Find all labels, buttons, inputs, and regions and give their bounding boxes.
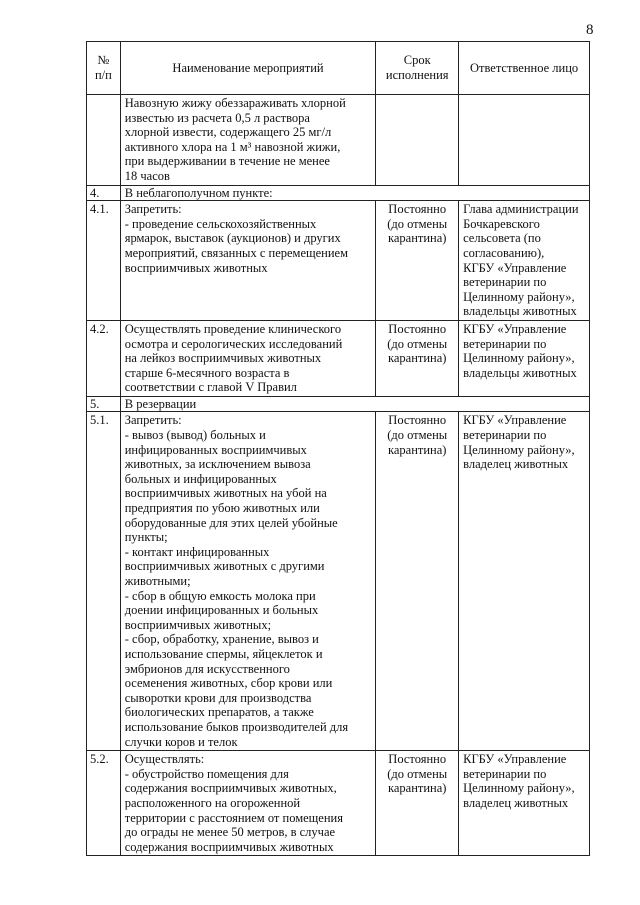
- header-term: [376, 42, 459, 95]
- responsible-person: [459, 201, 590, 321]
- measure-description: [120, 751, 376, 856]
- header-num-line: №: [97, 53, 110, 68]
- measure-description-line: больных и инфицированных: [124, 471, 277, 486]
- execution-term: [376, 751, 459, 856]
- measure-description-line: пункты;: [124, 530, 168, 545]
- measure-description-line: хлорной извести, содержащего 25 мг/л: [124, 125, 332, 140]
- execution-term: [376, 95, 459, 186]
- responsible-person-line: сельсовета (по: [463, 231, 541, 246]
- measure-description-line: соответствии с главой V Правил: [124, 380, 297, 395]
- section-row: [87, 396, 590, 412]
- section-number: 4.: [87, 185, 121, 201]
- measure-description-line: - контакт инфицированных: [124, 544, 270, 559]
- measure-description-line: использование быков производителей для: [124, 719, 349, 734]
- responsible-person-line: владелец животных: [463, 457, 569, 472]
- responsible-person-line: КГБУ «Управление: [463, 321, 567, 336]
- row-number: [87, 95, 121, 186]
- responsible-person: [459, 95, 590, 186]
- measure-description-line: эмбрионов для искусственного: [124, 661, 290, 676]
- header-term-line: исполнения: [385, 68, 449, 82]
- measure-description-line: - вывоз (вывод) больных и: [124, 428, 266, 443]
- measure-description-line: Осуществлять:: [124, 752, 205, 767]
- measure-description-line: Навозную жижу обеззараживать хлорной: [124, 96, 346, 110]
- measure-description-line: биологических препаратов, а также: [124, 705, 314, 720]
- measure-description-line: на лейкоз восприимчивых животных: [124, 351, 322, 366]
- responsible-person-line: владелец животных: [463, 795, 569, 810]
- execution-term: [376, 412, 459, 751]
- measure-description-line: восприимчивых животных с другими: [124, 559, 325, 574]
- measure-description-line: - сбор, обработку, хранение, вывоз и: [124, 632, 319, 647]
- execution-term-line: (до отмены: [387, 766, 448, 781]
- table-row: [87, 412, 590, 751]
- measure-description-line: восприимчивых животных на убой на: [124, 486, 327, 501]
- execution-term-line: карантина): [387, 442, 447, 457]
- responsible-person-line: владельцы животных: [463, 365, 577, 380]
- responsible-person-line: Целинному району»,: [463, 289, 575, 304]
- responsible-person-line: Бочкаревского: [463, 216, 540, 231]
- row-number: 5.2.: [87, 751, 121, 856]
- measure-description-line: восприимчивых животных;: [124, 617, 272, 632]
- header-responsible: Ответственное лицо: [459, 42, 590, 95]
- responsible-person: [459, 751, 590, 856]
- header-num: [87, 42, 121, 95]
- section-number: 5.: [87, 396, 121, 412]
- responsible-person-line: ветеринарии по: [463, 275, 547, 290]
- measure-description-line: случки коров и телок: [124, 734, 238, 749]
- responsible-person: [459, 320, 590, 396]
- table-row: [87, 95, 590, 186]
- execution-term-line: (до отмены: [387, 216, 448, 231]
- row-number: 4.2.: [87, 320, 121, 396]
- execution-term: [376, 201, 459, 321]
- measure-description-line: территории с расстоянием от помещения: [124, 810, 343, 825]
- execution-term-line: Постоянно: [388, 321, 447, 336]
- table-body: [87, 95, 590, 856]
- measure-description-line: оборудованные для этих целей убойные: [124, 515, 338, 530]
- measure-description-line: при выдерживании в течение не менее: [124, 154, 330, 169]
- measure-description-line: - сбор в общую емкость молока при: [124, 588, 316, 603]
- measure-description-line: животными;: [124, 574, 191, 588]
- measure-description-line: Запретить:: [124, 413, 182, 428]
- measure-description: [120, 95, 376, 186]
- measure-description-line: доении инфицированных и больных: [124, 603, 319, 618]
- measure-description-line: старше 6-месячного возраста в: [124, 365, 290, 380]
- responsible-person-line: ветеринарии по: [463, 336, 547, 351]
- execution-term-line: Постоянно: [388, 413, 447, 428]
- responsible-person: [459, 412, 590, 751]
- measure-description-line: до ограды не менее 50 метров, в случае: [124, 825, 336, 840]
- header-num-line: п/п: [94, 68, 112, 82]
- execution-term-line: Постоянно: [388, 202, 447, 217]
- measure-description-line: Осуществлять проведение клинического: [124, 321, 342, 336]
- execution-term: [376, 320, 459, 396]
- measure-description-line: использование спермы, яйцеклеток и: [124, 646, 323, 661]
- section-title: В резервации: [120, 396, 589, 412]
- measure-description-line: активного хлора на 1 м³ навозной жижи,: [124, 139, 341, 154]
- measure-description-line: - проведение сельскохозяйственных: [124, 216, 317, 231]
- measure-description-line: Запретить:: [124, 202, 182, 217]
- measure-description: [120, 201, 376, 321]
- table-header-row: [87, 42, 590, 95]
- measure-description-line: предприятия по убою животных или: [124, 501, 320, 516]
- measure-description-line: инфицированных восприимчивых: [124, 442, 307, 457]
- header-term-line: Срок: [403, 53, 431, 68]
- responsible-person-line: Целинному району»,: [463, 781, 575, 796]
- execution-term-line: карантина): [387, 231, 447, 246]
- measure-description-line: восприимчивых животных: [124, 260, 268, 275]
- execution-term-line: карантина): [387, 781, 447, 796]
- measure-description: [120, 412, 376, 751]
- table-row: [87, 320, 590, 396]
- measure-description-line: животных, за исключением вывоза: [124, 457, 311, 472]
- measure-description-line: содержания восприимчивых животных: [124, 839, 334, 854]
- responsible-person-line: владельцы животных: [463, 304, 577, 319]
- header-name: Наименование мероприятий: [120, 42, 376, 95]
- execution-term-line: Постоянно: [388, 752, 447, 767]
- measures-table: [86, 41, 590, 856]
- row-number: 4.1.: [87, 201, 121, 321]
- responsible-person-line: Глава администрации: [463, 202, 579, 217]
- measure-description-line: содержания восприимчивых животных,: [124, 781, 337, 796]
- responsible-person-line: согласованию),: [463, 245, 545, 260]
- measure-description-line: 18 часов: [124, 168, 170, 183]
- row-number: 5.1.: [87, 412, 121, 751]
- section-title: В неблагополучном пункте:: [120, 185, 589, 201]
- responsible-person-line: ветеринарии по: [463, 766, 547, 781]
- measure-description-line: осмотра и серологических исследований: [124, 336, 343, 351]
- measure-description-line: сыворотки крови для производства: [124, 690, 312, 705]
- responsible-person-line: КГБУ «Управление: [463, 752, 567, 767]
- measure-description-line: известью из расчета 0,5 л раствора: [124, 110, 310, 125]
- table-row: [87, 201, 590, 321]
- measure-description-line: ярмарок, выставок (аукционов) и других: [124, 231, 341, 246]
- measure-description-line: расположенного на огороженной: [124, 795, 301, 810]
- responsible-person-line: КГБУ «Управление: [463, 413, 567, 428]
- section-row: [87, 185, 590, 201]
- responsible-person-line: КГБУ «Управление: [463, 260, 567, 275]
- page-number: 8: [586, 22, 594, 38]
- responsible-person-line: Целинному району»,: [463, 442, 575, 457]
- execution-term-line: (до отмены: [387, 428, 448, 443]
- responsible-person-line: ветеринарии по: [463, 428, 547, 443]
- table-row: [87, 751, 590, 856]
- measure-description-line: осеменения животных, сбор крови или: [124, 676, 333, 691]
- execution-term-line: карантина): [387, 351, 447, 366]
- measure-description-line: мероприятий, связанных с перемещением: [124, 245, 349, 260]
- responsible-person-line: Целинному району»,: [463, 351, 575, 366]
- execution-term-line: (до отмены: [387, 336, 448, 351]
- measure-description-line: - обустройство помещения для: [124, 766, 289, 781]
- measure-description: [120, 320, 376, 396]
